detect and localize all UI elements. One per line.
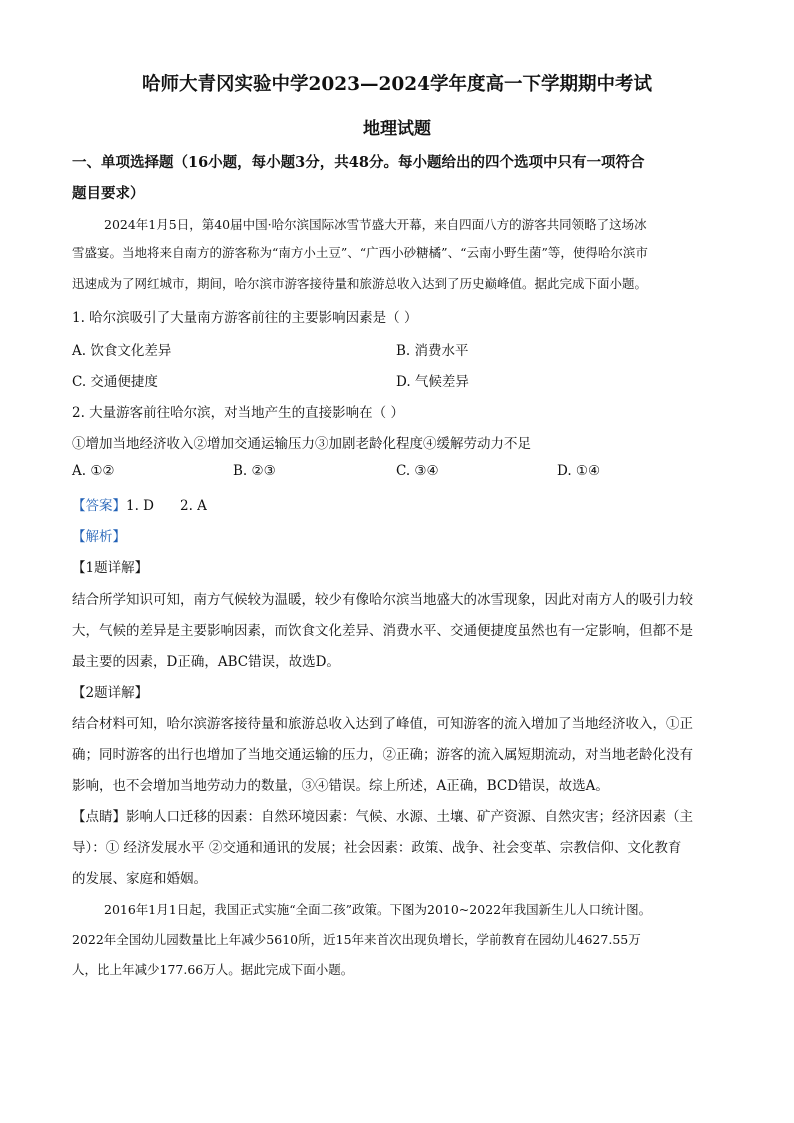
q1-option-b: B. 消费水平 <box>396 343 469 359</box>
tip-line <box>72 805 693 825</box>
detail-1-tag: 【1题详解】 <box>72 560 149 576</box>
section-heading-cont: 题目要求） <box>72 185 145 202</box>
detail-2-text: 确；同时游客的出行也增加了当地交通运输的压力，②正确；游客的流入属短期流动，对当地老龄化没有 <box>72 747 693 763</box>
material-paragraph-2: 2016年1月1日起，我国正式实施“全面二孩”政策。下图为2010~2022年我国新生儿人口统计图。 <box>104 902 652 917</box>
detail-2-tag: 【2题详解】 <box>72 685 149 701</box>
material-paragraph: 2024年1月5日，第40届中国·哈尔滨国际冰雪节盛大开幕，来自四面八方的游客共同领略了这场冰 <box>104 217 647 232</box>
tip-text: 影响人口迁移的因素：自然环境因素：气候、水源、土壤、矿产资源、自然灾害；经济因素（主 <box>126 809 693 825</box>
answer-2: 2. A <box>180 498 207 514</box>
analysis-tag: 【解析】 <box>72 529 126 545</box>
detail-2-text: 影响，也不会增加当地劳动力的数量，③④错误。综上所述，A正确，BCD错误，故选A。 <box>72 778 609 794</box>
q1-option-d: D. 气候差异 <box>396 374 469 390</box>
exam-subtitle: 地理试题 <box>363 119 431 139</box>
section-heading: 一、单项选择题（16小题，每小题3分，共48分。每小题给出的四个选项中只有一项符合 <box>72 154 645 171</box>
detail-2-text: 结合材料可知，哈尔滨游客接待量和旅游总收入达到了峰值，可知游客的流入增加了当地经济收入，①正 <box>72 716 693 732</box>
material-paragraph: 雪盛宴。当地将来自南方的游客称为“南方小土豆”、“广西小砂糖橘”、“云南小野生菌”等，使得哈尔滨市 <box>72 245 648 260</box>
question-2-items: ①增加当地经济收入②增加交通运输压力③加剧老龄化程度④缓解劳动力不足 <box>72 436 531 452</box>
answer-tag: 【答案】 <box>72 498 126 514</box>
question-1-stem: 1. 哈尔滨吸引了大量南方游客前往的主要影响因素是（ ） <box>72 310 418 326</box>
q1-option-c: C. 交通便捷度 <box>72 374 158 390</box>
material-paragraph: 迅速成为了网红城市，期间，哈尔滨市游客接待量和旅游总收入达到了历史巅峰值。据此完成下面小题。 <box>72 276 648 291</box>
detail-1-text: 大，气候的差异是主要影响因素，而饮食文化差异、消费水平、交通便捷度虽然也有一定影响，但都不是 <box>72 623 693 639</box>
q2-option-c: C. ③④ <box>396 463 439 479</box>
answer-1: 1. D <box>126 498 154 514</box>
tip-text: 的发展、家庭和婚姻。 <box>72 871 207 887</box>
q1-option-a: A. 饮食文化差异 <box>72 343 172 359</box>
detail-1-text: 结合所学知识可知，南方气候较为温暖，较少有像哈尔滨当地盛大的冰雪现象，因此对南方人的吸引力较 <box>72 592 693 608</box>
question-2-stem: 2. 大量游客前往哈尔滨，对当地产生的直接影响在（ ） <box>72 405 404 421</box>
q2-option-b: B. ②③ <box>233 463 276 479</box>
material-paragraph-2: 人，比上年减少177.66万人。据此完成下面小题。 <box>72 962 354 977</box>
q2-option-a: A. ①② <box>72 463 115 479</box>
q2-option-d: D. ①④ <box>557 463 601 479</box>
tip-text: 导）：① 经济发展水平 ②交通和通讯的发展；社会因素：政策、战争、社会变革、宗教信仰、文化教育 <box>72 840 682 856</box>
exam-title: 哈师大青冈实验中学2023—2024学年度高一下学期期中考试 <box>142 74 652 95</box>
tip-tag: 【点睛】 <box>72 809 126 825</box>
answer-line <box>72 494 207 514</box>
detail-1-text: 最主要的因素，D正确，ABC错误，故选D。 <box>72 654 340 670</box>
material-paragraph-2: 2022年全国幼儿园数量比上年减少5610所，近15年来首次出现负增长，学前教育在园幼儿4627.55万 <box>72 932 641 947</box>
